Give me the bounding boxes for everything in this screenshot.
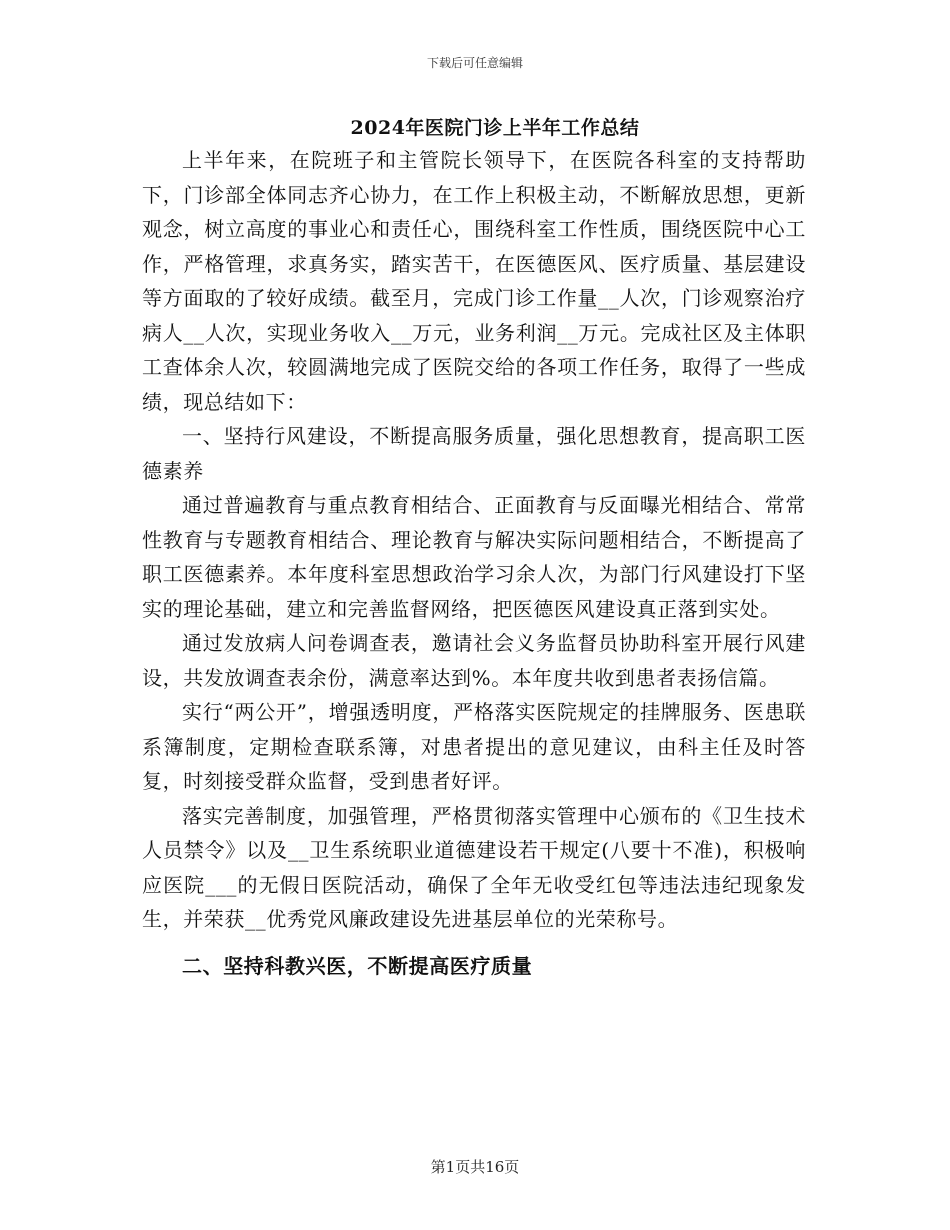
document-body (142, 143, 806, 983)
section-one-heading: 一、坚持行风建设，不断提高服务质量，强化思想教育，提高职工医德素养 (142, 424, 806, 483)
header-note: 下载后可任意编辑 (426, 56, 523, 70)
page-footer: 第1页共16页 (430, 1158, 520, 1176)
body-paragraph: 实行“两公开”，增强透明度，严格落实医院规定的挂牌服务、医患联系簿制度，定期检查联系簿，对患者提出的意见建议，由科主任及时答复，时刻接受群众监督，受到患者好评。 (142, 700, 806, 793)
body-paragraph: 通过普遍教育与重点教育相结合、正面教育与反面曝光相结合、常常性教育与专题教育相结合、理论教育与解决实际问题相结合，不断提高了职工医德素养。本年度科室思想政治学习余人次，为部门行风建设打下坚实的理论基础，建立和完善监督网络，把医德医风建设真正落到实处。 (142, 493, 806, 621)
document-title: 2024年医院门诊上半年工作总结 (350, 117, 640, 139)
section-two-heading: 二、坚持科教兴医，不断提高医疗质量 (182, 953, 533, 978)
intro-paragraph: 上半年来，在院班子和主管院长领导下，在医院各科室的支持帮助下，门诊部全体同志齐心协力，在工作上积极主动，不断解放思想，更新观念，树立高度的事业心和责任心，围绕科室工作性质，围绕医院中心工作，严格管理，求真务实，踏实苦干，在医德医风、医疗质量、基层建设等方面取的了较好成绩。截至月，完成门诊工作量__人次，门诊观察治疗病人__人次，实现业务收入__万元，业务利润__万元。完成社区及主体职工查体余人次，较圆满地完成了医院交给的各项工作任务，取得了一些成绩，现总结如下： (142, 148, 806, 414)
body-paragraph: 通过发放病人问卷调查表，邀请社会义务监督员协助科室开展行风建设，共发放调查表余份，满意率达到%。本年度共收到患者表扬信篇。 (142, 631, 806, 690)
body-paragraph: 落实完善制度，加强管理，严格贯彻落实管理中心颁布的《卫生技术人员禁令》以及__卫生系统职业道德建设若干规定(八要十不准)，积极响应医院___的无假日医院活动，确保了全年无收受红包等违法违纪现象发生，并荣获__优秀党风廉政建设先进基层单位的光荣称号。 (142, 803, 806, 931)
